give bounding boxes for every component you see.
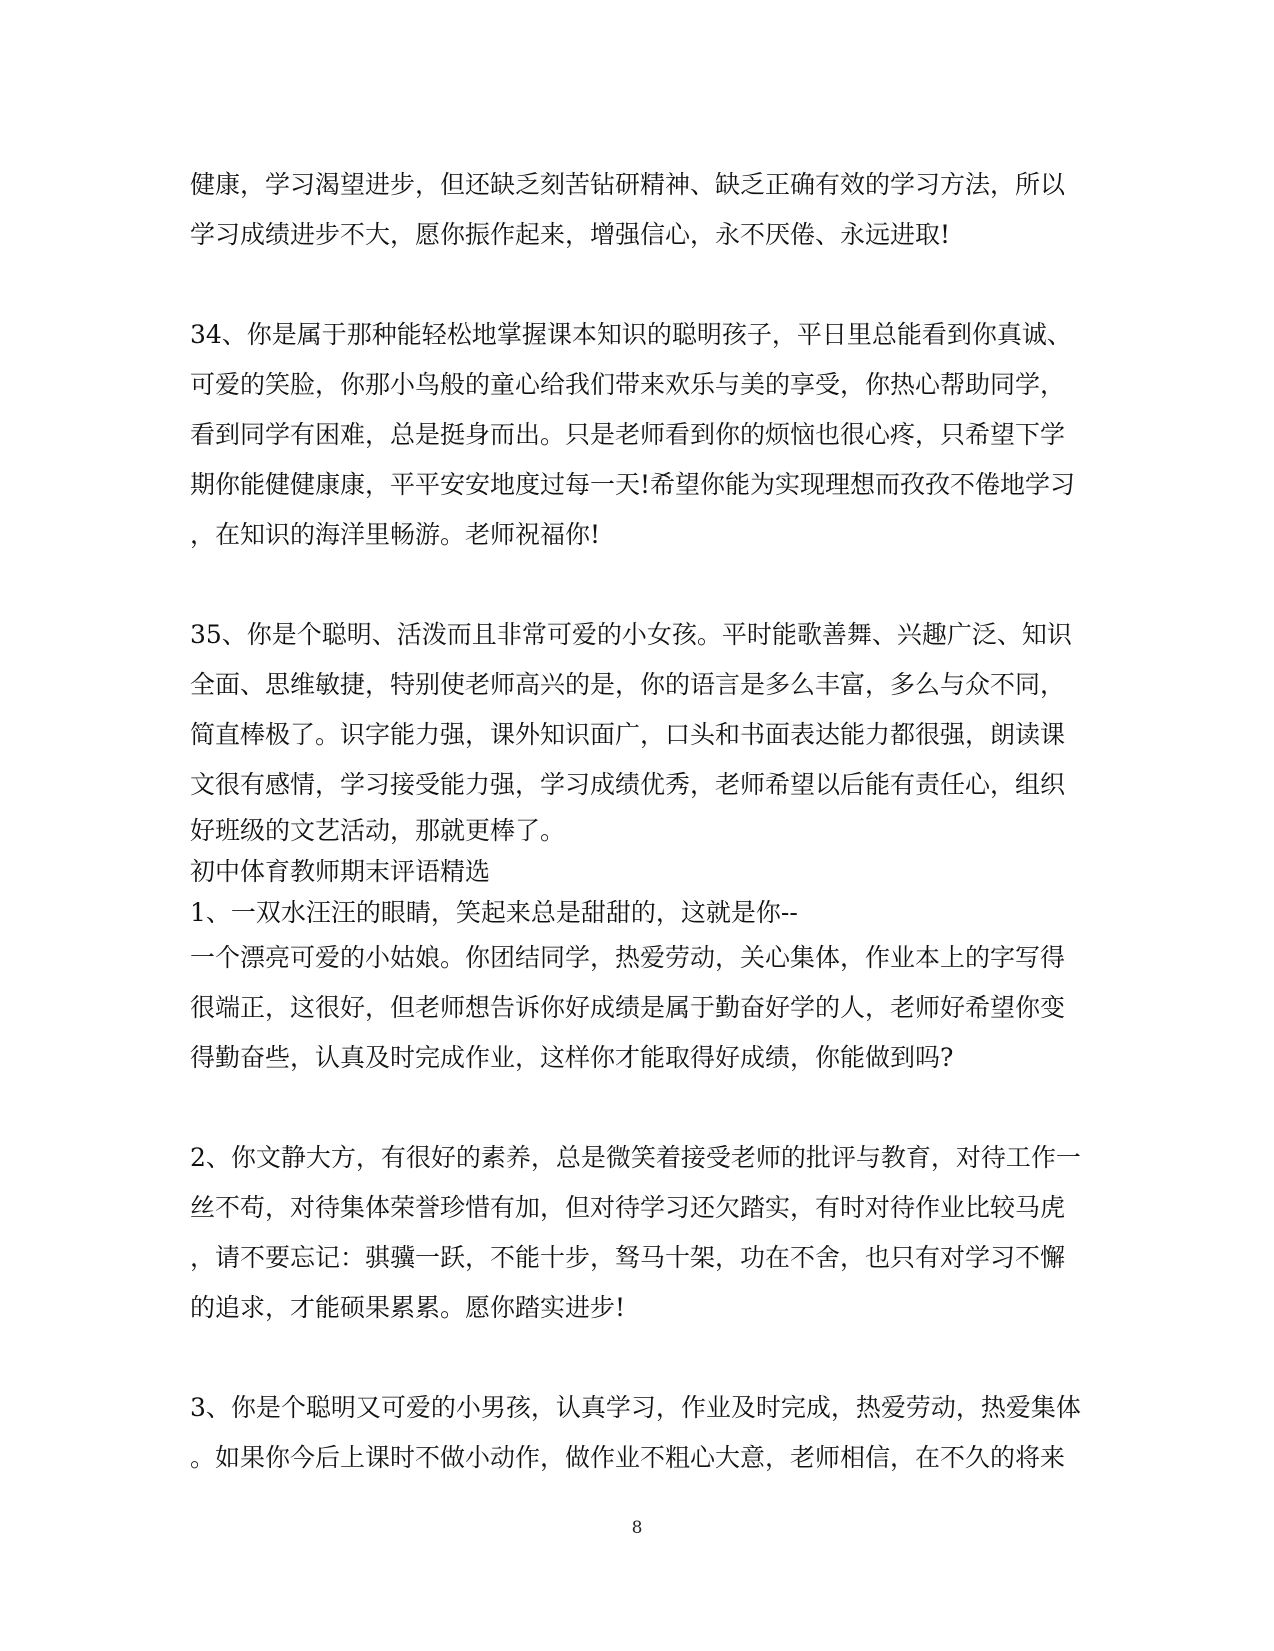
text-line: 3、你是个聪明又可爱的小男孩，认真学习，作业及时完成，热爱劳动，热爱集体	[190, 1393, 1081, 1422]
text-line: 一个漂亮可爱的小姑娘。你团结同学，热爱劳动，关心集体，作业本上的字写得	[190, 943, 1066, 972]
text-line: 全面、思维敏捷，特别使老师高兴的是，你的语言是多么丰富，多么与众不同，	[190, 670, 1066, 699]
text-line: 很端正，这很好，但老师想告诉你好成绩是属于勤奋好学的人，老师好希望你变	[190, 993, 1066, 1022]
text-line: 简直棒极了。识字能力强，课外知识面广，口头和书面表达能力都很强，朗读课	[190, 720, 1066, 749]
text-line: 文很有感情，学习接受能力强，学习成绩优秀，老师希望以后能有责任心，组织	[190, 770, 1066, 799]
text-line: 看到同学有困难，总是挺身而出。只是老师看到你的烦恼也很心疼，只希望下学	[190, 420, 1066, 449]
text-line: 好班级的文艺活动，那就更棒了。	[190, 816, 566, 845]
text-line: 可爱的笑脸，你那小鸟般的童心给我们带来欢乐与美的享受，你热心帮助同学，	[190, 370, 1066, 399]
text-line: ，在知识的海洋里畅游。老师祝福你!	[190, 520, 601, 549]
text-line: 学习成绩进步不大，愿你振作起来，增强信心，永不厌倦、永远进取!	[190, 220, 951, 249]
text-line: 的追求，才能硕果累累。愿你踏实进步!	[190, 1293, 626, 1322]
page-number: 8	[631, 1518, 643, 1538]
paragraph-gap	[190, 560, 1085, 610]
text-line: 1、一双水汪汪的眼睛，笑起来总是甜甜的，这就是你--	[190, 898, 798, 927]
text-line: 健康，学习渴望进步，但还缺乏刻苦钻研精神、缺乏正确有效的学习方法，所以	[190, 170, 1066, 199]
text-line: 丝不苟，对待集体荣誉珍惜有加，但对待学习还欠踏实，有时对待作业比较马虎	[190, 1193, 1066, 1222]
section-heading: 初中体育教师期末评语精选	[190, 857, 491, 886]
text-line: 期你能健健康康，平平安安地度过每一天!希望你能为实现理想而孜孜不倦地学习	[190, 470, 1076, 499]
text-line: 35、你是个聪明、活泼而且非常可爱的小女孩。平时能歌善舞、兴趣广泛、知识	[190, 620, 1072, 649]
document-body	[190, 160, 1085, 1483]
paragraph-gap	[190, 1083, 1085, 1133]
text-line: 34、你是属于那种能轻松地掌握课本知识的聪明孩子，平日里总能看到你真诚、	[190, 320, 1072, 349]
text-line: 2、你文静大方，有很好的素养，总是微笑着接受老师的批评与教育，对待工作一	[190, 1143, 1081, 1172]
paragraph-gap	[190, 1333, 1085, 1383]
text-line: 得勤奋些，认真及时完成作业，这样你才能取得好成绩，你能做到吗?	[190, 1043, 954, 1072]
paragraph-gap	[190, 260, 1085, 310]
text-line: ，请不要忘记：骐骥一跃，不能十步，驽马十架，功在不舍，也只有对学习不懈	[190, 1243, 1066, 1272]
text-line: 。如果你今后上课时不做小动作，做作业不粗心大意，老师相信，在不久的将来	[190, 1443, 1066, 1472]
